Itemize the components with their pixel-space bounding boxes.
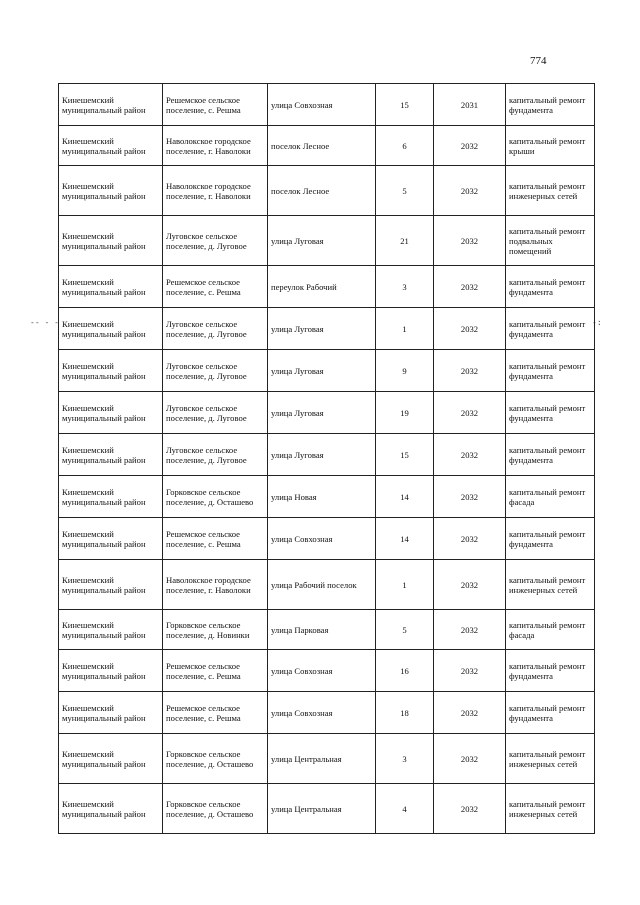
year-cell: 2032: [434, 166, 506, 216]
house-cell: 4: [376, 784, 434, 834]
table-row: [59, 560, 595, 610]
street-cell: улица Совхозная: [268, 692, 376, 734]
year-cell: 2032: [434, 692, 506, 734]
scan-artifact: -- - -: [30, 318, 59, 327]
street-cell: улица Центральная: [268, 734, 376, 784]
work-cell: капитальный ремонт фундамента: [506, 692, 595, 734]
street-cell: улица Новая: [268, 476, 376, 518]
district-cell: Кинешемский муниципальный район: [59, 216, 163, 266]
street-cell: улица Совхозная: [268, 84, 376, 126]
house-cell: 1: [376, 560, 434, 610]
year-cell: 2032: [434, 434, 506, 476]
work-cell: капитальный ремонт инженерных сетей: [506, 560, 595, 610]
street-cell: улица Центральная: [268, 784, 376, 834]
table-row: [59, 784, 595, 834]
street-cell: переулок Рабочий: [268, 266, 376, 308]
district-cell: Кинешемский муниципальный район: [59, 392, 163, 434]
year-cell: 2032: [434, 392, 506, 434]
street-cell: улица Луговая: [268, 308, 376, 350]
street-cell: улица Совхозная: [268, 518, 376, 560]
settlement-cell: Решемское сельское поселение, с. Решма: [163, 266, 268, 308]
year-cell: 2032: [434, 518, 506, 560]
table-row: [59, 392, 595, 434]
district-cell: Кинешемский муниципальный район: [59, 692, 163, 734]
table-row: [59, 734, 595, 784]
settlement-cell: Луговское сельское поселение, д. Луговое: [163, 434, 268, 476]
street-cell: улица Луговая: [268, 434, 376, 476]
table-row: [59, 84, 595, 126]
street-cell: улица Луговая: [268, 350, 376, 392]
scan-artifact: -:: [592, 318, 602, 327]
street-cell: улица Луговая: [268, 392, 376, 434]
repair-schedule-table: [58, 83, 595, 834]
district-cell: Кинешемский муниципальный район: [59, 266, 163, 308]
house-cell: 18: [376, 692, 434, 734]
district-cell: Кинешемский муниципальный район: [59, 434, 163, 476]
settlement-cell: Решемское сельское поселение, с. Решма: [163, 692, 268, 734]
table-row: [59, 610, 595, 650]
year-cell: 2032: [434, 350, 506, 392]
house-cell: 14: [376, 476, 434, 518]
house-cell: 1: [376, 308, 434, 350]
district-cell: Кинешемский муниципальный район: [59, 350, 163, 392]
work-cell: капитальный ремонт подвальных помещений: [506, 216, 595, 266]
settlement-cell: Горковское сельское поселение, д. Осташево: [163, 476, 268, 518]
district-cell: Кинешемский муниципальный район: [59, 610, 163, 650]
house-cell: 14: [376, 518, 434, 560]
street-cell: поселок Лесное: [268, 126, 376, 166]
year-cell: 2032: [434, 610, 506, 650]
work-cell: капитальный ремонт фасада: [506, 610, 595, 650]
settlement-cell: Луговское сельское поселение, д. Луговое: [163, 216, 268, 266]
district-cell: Кинешемский муниципальный район: [59, 650, 163, 692]
work-cell: капитальный ремонт инженерных сетей: [506, 734, 595, 784]
table-row: [59, 518, 595, 560]
year-cell: 2032: [434, 126, 506, 166]
settlement-cell: Луговское сельское поселение, д. Луговое: [163, 392, 268, 434]
page-number: 774: [530, 55, 547, 67]
year-cell: 2032: [434, 216, 506, 266]
settlement-cell: Наволокское городское поселение, г. Наволоки: [163, 126, 268, 166]
table-row: [59, 126, 595, 166]
work-cell: капитальный ремонт фундамента: [506, 308, 595, 350]
district-cell: Кинешемский муниципальный район: [59, 476, 163, 518]
house-cell: 15: [376, 84, 434, 126]
district-cell: Кинешемский муниципальный район: [59, 784, 163, 834]
house-cell: 3: [376, 266, 434, 308]
year-cell: 2032: [434, 734, 506, 784]
work-cell: капитальный ремонт инженерных сетей: [506, 784, 595, 834]
table-row: [59, 434, 595, 476]
house-cell: 9: [376, 350, 434, 392]
house-cell: 5: [376, 166, 434, 216]
work-cell: капитальный ремонт крыши: [506, 126, 595, 166]
year-cell: 2032: [434, 784, 506, 834]
district-cell: Кинешемский муниципальный район: [59, 84, 163, 126]
year-cell: 2032: [434, 650, 506, 692]
house-cell: 6: [376, 126, 434, 166]
year-cell: 2032: [434, 560, 506, 610]
district-cell: Кинешемский муниципальный район: [59, 734, 163, 784]
work-cell: капитальный ремонт инженерных сетей: [506, 166, 595, 216]
street-cell: улица Парковая: [268, 610, 376, 650]
work-cell: капитальный ремонт фундамента: [506, 434, 595, 476]
settlement-cell: Решемское сельское поселение, с. Решма: [163, 518, 268, 560]
house-cell: 19: [376, 392, 434, 434]
street-cell: улица Рабочий поселок: [268, 560, 376, 610]
table-row: [59, 308, 595, 350]
year-cell: 2032: [434, 266, 506, 308]
work-cell: капитальный ремонт фундамента: [506, 84, 595, 126]
district-cell: Кинешемский муниципальный район: [59, 166, 163, 216]
work-cell: капитальный ремонт фундамента: [506, 518, 595, 560]
work-cell: капитальный ремонт фундамента: [506, 650, 595, 692]
year-cell: 2032: [434, 308, 506, 350]
house-cell: 15: [376, 434, 434, 476]
settlement-cell: Решемское сельское поселение, с. Решма: [163, 650, 268, 692]
table-row: [59, 216, 595, 266]
settlement-cell: Горковское сельское поселение, д. Новинки: [163, 610, 268, 650]
work-cell: капитальный ремонт фундамента: [506, 266, 595, 308]
settlement-cell: Горковское сельское поселение, д. Осташево: [163, 784, 268, 834]
settlement-cell: Луговское сельское поселение, д. Луговое: [163, 308, 268, 350]
district-cell: Кинешемский муниципальный район: [59, 126, 163, 166]
settlement-cell: Луговское сельское поселение, д. Луговое: [163, 350, 268, 392]
work-cell: капитальный ремонт фундамента: [506, 392, 595, 434]
district-cell: Кинешемский муниципальный район: [59, 308, 163, 350]
table-row: [59, 350, 595, 392]
street-cell: поселок Лесное: [268, 166, 376, 216]
settlement-cell: Наволокское городское поселение, г. Наволоки: [163, 166, 268, 216]
house-cell: 21: [376, 216, 434, 266]
work-cell: капитальный ремонт фундамента: [506, 350, 595, 392]
house-cell: 3: [376, 734, 434, 784]
table-row: [59, 650, 595, 692]
table-row: [59, 266, 595, 308]
year-cell: 2032: [434, 476, 506, 518]
street-cell: улица Луговая: [268, 216, 376, 266]
settlement-cell: Наволокское городское поселение, г. Наволоки: [163, 560, 268, 610]
house-cell: 16: [376, 650, 434, 692]
table-row: [59, 166, 595, 216]
district-cell: Кинешемский муниципальный район: [59, 518, 163, 560]
settlement-cell: Решемское сельское поселение, с. Решма: [163, 84, 268, 126]
house-cell: 5: [376, 610, 434, 650]
district-cell: Кинешемский муниципальный район: [59, 560, 163, 610]
year-cell: 2031: [434, 84, 506, 126]
table-row: [59, 692, 595, 734]
work-cell: капитальный ремонт фасада: [506, 476, 595, 518]
street-cell: улица Совхозная: [268, 650, 376, 692]
table-row: [59, 476, 595, 518]
settlement-cell: Горковское сельское поселение, д. Осташево: [163, 734, 268, 784]
